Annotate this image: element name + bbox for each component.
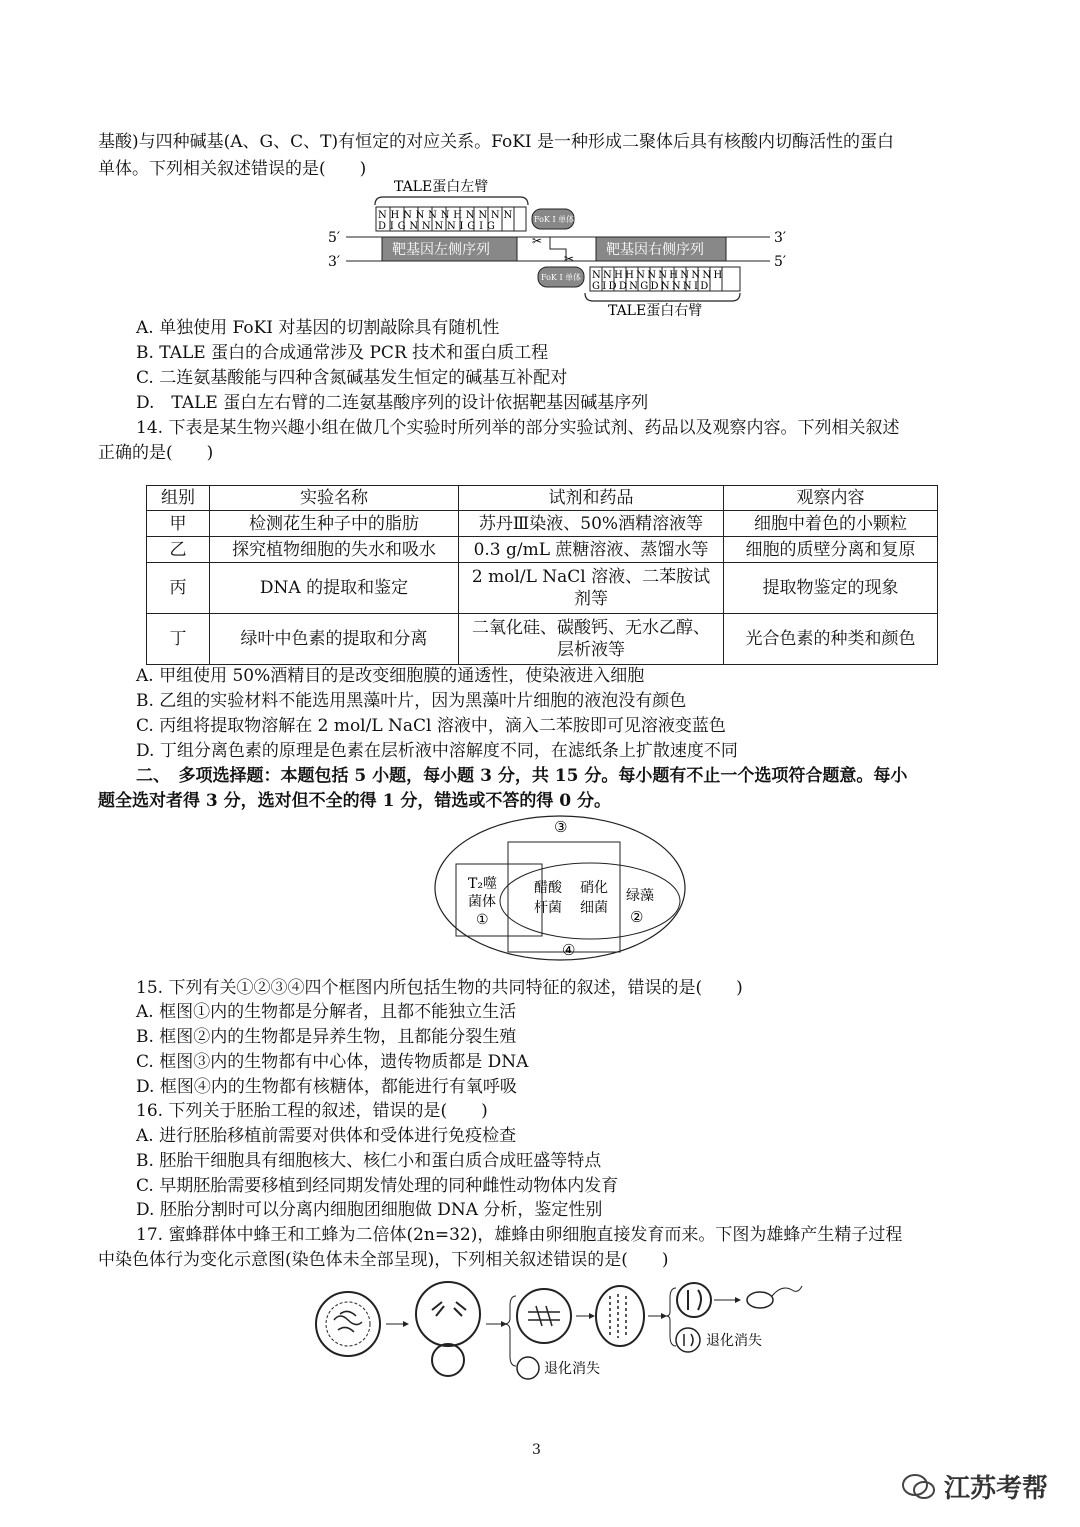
end-5-top: 5′ bbox=[328, 230, 341, 246]
left-target: 靶基因左侧序列 bbox=[392, 242, 490, 258]
q14-option-b: B. 乙组的实验材料不能选用黑藻叶片，因为黑藻叶片细胞的液泡没有颜色 bbox=[136, 691, 687, 711]
degen-label-1: 退化消失 bbox=[544, 1361, 600, 1377]
wechat-icon bbox=[902, 1473, 936, 1501]
q15-option-c: C. 框图③内的生物都有中心体，遗传物质都是 DNA bbox=[136, 1052, 529, 1072]
q13-stem-line2: 单体。下列相关叙述错误的是( ) bbox=[98, 159, 367, 179]
table-row: 丙 DNA 的提取和鉴定 2 mol/L NaCl 溶液、二苯胺试 剂等 提取物鉴定的现象 bbox=[147, 563, 938, 614]
cell-4 bbox=[596, 1286, 644, 1346]
q13-option-a: A. 单独使用 FoKI 对基因的切割敲除具有随机性 bbox=[136, 318, 500, 338]
right-seq-bottom: GIDDNGDNNNID bbox=[592, 281, 711, 292]
q16-option-d: D. 胚胎分割时可以分离内细胞团细胞做 DNA 分析，鉴定性别 bbox=[136, 1200, 603, 1220]
th-group: 组别 bbox=[147, 486, 210, 511]
svg-text:醋酸: 醋酸 bbox=[534, 880, 562, 896]
page-number: 3 bbox=[532, 1442, 541, 1458]
end-3-bottom: 3′ bbox=[328, 254, 341, 270]
q13-option-d: D. TALE 蛋白左右臂的二连氨基酸序列的设计依据靶基因碱基序列 bbox=[136, 393, 649, 413]
tale-figure bbox=[320, 175, 800, 320]
q16-option-a: A. 进行胚胎移植前需要对供体和受体进行免疫检查 bbox=[136, 1126, 517, 1146]
section2-line1: 二、 多项选择题：本题包括 5 小题，每小题 3 分，共 15 分。每小题有不止一个选项符合题意。每小 bbox=[136, 766, 908, 786]
svg-text:杆菌: 杆菌 bbox=[534, 900, 562, 916]
sperm bbox=[747, 1292, 773, 1308]
tale-right-label: TALE蛋白右臂 bbox=[608, 303, 703, 319]
q15-stem: 15. 下列有关①②③④四个框图内所包括生物的共同特征的叙述，错误的是( ) bbox=[136, 978, 743, 998]
experiment-table bbox=[146, 485, 938, 665]
q14-option-d: D. 丁组分离色素的原理是色素在层析液中溶解度不同，在滤纸条上扩散速度不同 bbox=[136, 741, 738, 761]
fok-bottom-label: FoK I 单体 bbox=[541, 273, 582, 282]
q14-option-a: A. 甲组使用 50%酒精目的是改变细胞膜的通透性，使染液进入细胞 bbox=[136, 666, 645, 686]
venn-label-4: ④ bbox=[562, 941, 576, 959]
q16-option-c: C. 早期胚胎需要移植到经同期发情处理的同种雌性动物体内发育 bbox=[136, 1176, 619, 1196]
th-reagent: 试剂和药品 bbox=[459, 486, 724, 511]
cell-5 bbox=[677, 1283, 711, 1317]
q16-stem: 16. 下列关于胚胎工程的叙述，错误的是( ) bbox=[136, 1101, 488, 1121]
cell-3 bbox=[517, 1289, 571, 1343]
venn-figure bbox=[430, 812, 690, 964]
svg-text:②: ② bbox=[630, 908, 644, 926]
q14-option-c: C. 丙组将提取物溶解在 2 mol/L NaCl 溶液中，滴入二苯胺即可见溶液变蓝色 bbox=[136, 716, 726, 736]
table-row: 甲 检测花生种子中的脂肪 苏丹Ⅲ染液、50%酒精溶液等 细胞中着色的小颗粒 bbox=[147, 511, 938, 537]
right-target: 靶基因右侧序列 bbox=[606, 242, 704, 258]
meiosis-figure bbox=[310, 1276, 810, 1386]
scissors-icon-1: ✂ bbox=[532, 234, 543, 248]
svg-text:T₂噬: T₂噬 bbox=[468, 876, 497, 892]
degen-cell-1 bbox=[517, 1357, 539, 1379]
svg-text:绿藻: 绿藻 bbox=[626, 888, 654, 904]
degen-label-2: 退化消失 bbox=[706, 1333, 762, 1349]
scissors-icon-2: ✂ bbox=[564, 252, 575, 266]
left-seq-bottom: DIGNNNNIGIG bbox=[378, 221, 499, 232]
right-seq-top: NNHHNNNHNNNH bbox=[592, 270, 725, 281]
end-3-top: 3′ bbox=[774, 230, 787, 246]
degen-cell-2 bbox=[676, 1328, 700, 1352]
th-name: 实验名称 bbox=[210, 486, 459, 511]
svg-text:①: ① bbox=[476, 912, 489, 928]
svg-text:菌体: 菌体 bbox=[468, 894, 496, 910]
svg-text:硝化: 硝化 bbox=[580, 880, 608, 896]
watermark bbox=[902, 1468, 1048, 1505]
q14-stem-line2: 正确的是( ) bbox=[98, 443, 214, 463]
q17-stem-line2: 中染色体行为变化示意图(染色体未全部呈现)，下列相关叙述错误的是( ) bbox=[98, 1250, 669, 1270]
q14-stem-line1: 14. 下表是某生物兴趣小组在做几个实验时所列举的部分实验试剂、药品以及观察内容。下列相关叙述 bbox=[136, 418, 900, 438]
venn-label-3: ③ bbox=[554, 818, 568, 836]
q17-stem-line1: 17. 蜜蜂群体中蜂王和工蜂为二倍体(2n=32)，雄蜂由卵细胞直接发育而来。下图为雄蜂产生精子过程 bbox=[136, 1225, 903, 1245]
watermark-text: 江苏考帮 bbox=[943, 1474, 1048, 1504]
tale-left-label: TALE蛋白左臂 bbox=[394, 179, 489, 195]
fok-top-label: FoK I 单体 bbox=[534, 215, 575, 224]
th-observe: 观察内容 bbox=[724, 486, 938, 511]
table-row: 丁 绿叶中色素的提取和分离 二氧化硅、碳酸钙、无水乙醇、 层析液等 光合色素的种类和颜色 bbox=[147, 614, 938, 665]
section2-line2: 题全选对者得 3 分，选对但不全的得 1 分，错选或不答的得 0 分。 bbox=[98, 791, 611, 811]
q13-stem-line1: 基酸)与四种碱基(A、G、C、T)有恒定的对应关系。FoKI 是一种形成二聚体后具有核酸内切酶活性的蛋白 bbox=[98, 132, 895, 152]
left-seq-top: NHNNNNHNNNN bbox=[378, 210, 516, 221]
q13-option-c: C. 二连氨基酸能与四种含氮碱基发生恒定的碱基互补配对 bbox=[136, 368, 568, 388]
cell-2 bbox=[416, 1282, 480, 1346]
q16-option-b: B. 胚胎干细胞具有细胞核大、核仁小和蛋白质合成旺盛等特点 bbox=[136, 1151, 602, 1171]
end-5-bottom: 5′ bbox=[774, 254, 787, 270]
q15-option-a: A. 框图①内的生物都是分解者，且都不能独立生活 bbox=[136, 1002, 517, 1022]
table-header-row bbox=[147, 486, 938, 511]
q15-option-b: B. 框图②内的生物都是异养生物，且都能分裂生殖 bbox=[136, 1027, 517, 1047]
table-row: 乙 探究植物细胞的失水和吸水 0.3 g/mL 蔗糖溶液、蒸馏水等 细胞的质壁分离和复原 bbox=[147, 537, 938, 563]
svg-text:细菌: 细菌 bbox=[580, 900, 608, 916]
q15-option-d: D. 框图④内的生物都有核糖体，都能进行有氧呼吸 bbox=[136, 1077, 517, 1097]
q13-option-b: B. TALE 蛋白的合成通常涉及 PCR 技术和蛋白质工程 bbox=[136, 343, 549, 363]
